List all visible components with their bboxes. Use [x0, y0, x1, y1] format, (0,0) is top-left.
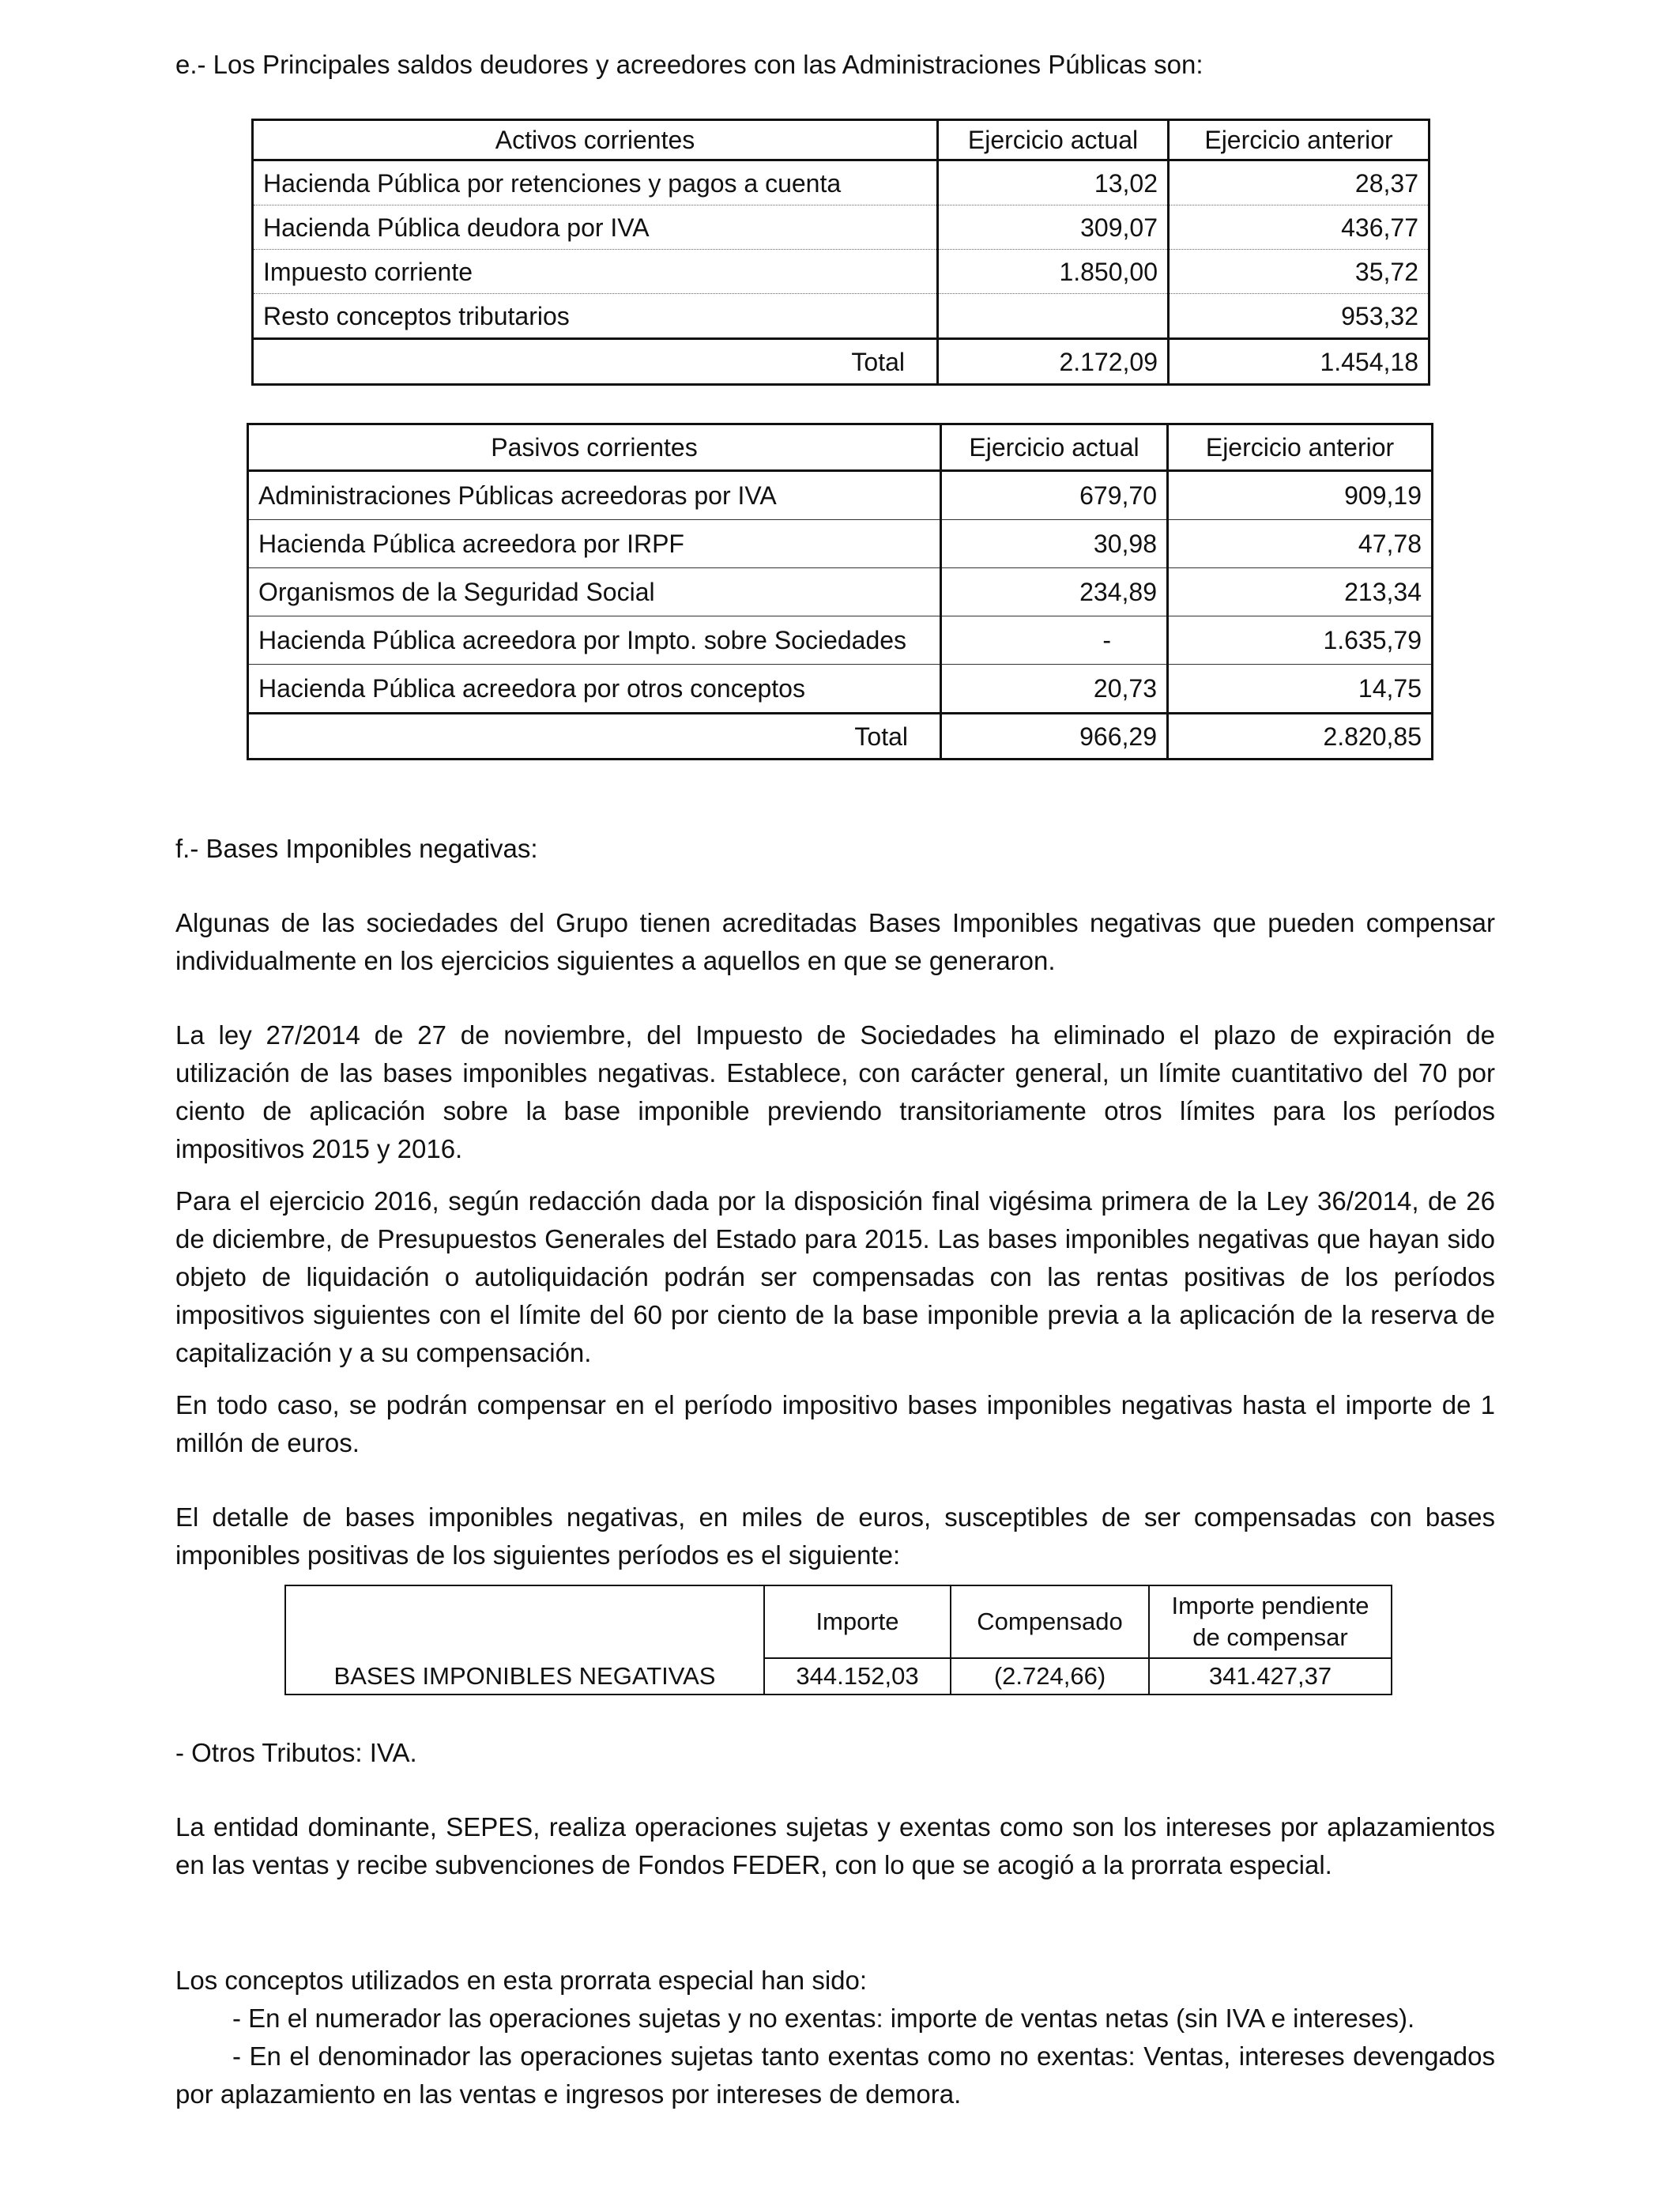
table-row — [248, 471, 1433, 520]
paragraph: Algunas de las sociedades del Grupo tienen acreditadas Bases Imponibles negativas que pueden compensar individualmente en los ejercicios siguientes a aquellos en que se generaron. — [175, 908, 1495, 975]
row-actual: 679,70 — [941, 471, 1168, 520]
table-header-row — [253, 120, 1430, 160]
pendiente-value: 341.427,37 — [1149, 1658, 1392, 1695]
header-compensado: Compensado — [951, 1585, 1149, 1658]
header-ejercicio-actual: Ejercicio actual — [938, 120, 1169, 160]
paragraph: La entidad dominante, SEPES, realiza operaciones sujetas y exentas como son los intereses por aplazamientos en las ventas y recibe subvenciones de Fondos FEDER, con lo que se acogió a la prorrata especial. — [175, 1812, 1495, 1879]
row-actual: 234,89 — [941, 568, 1168, 616]
header-pendiente-line2: de compensar — [1192, 1623, 1348, 1651]
table-row — [253, 160, 1430, 205]
row-label: BASES IMPONIBLES NEGATIVAS — [285, 1658, 764, 1695]
row-anterior: 953,32 — [1169, 294, 1430, 339]
total-actual: 966,29 — [941, 714, 1168, 760]
row-actual: 30,98 — [941, 520, 1168, 568]
total-label: Total — [253, 339, 938, 385]
total-label: Total — [248, 714, 941, 760]
row-anterior: 436,77 — [1169, 205, 1430, 250]
paragraph: El detalle de bases imponibles negativas, en miles de euros, susceptibles de ser compensadas con bases imponibles positivas de los siguientes períodos es el siguiente: — [175, 1502, 1495, 1570]
table-row — [248, 520, 1433, 568]
header-pasivos: Pasivos corrientes — [248, 424, 941, 471]
row-label: Hacienda Pública deudora por IVA — [253, 205, 938, 250]
row-label: Administraciones Públicas acreedoras por IVA — [248, 471, 941, 520]
pasivos-corrientes-table — [247, 423, 1433, 760]
table-row — [285, 1658, 1392, 1695]
row-anterior: 213,34 — [1168, 568, 1433, 616]
row-actual — [938, 294, 1169, 339]
row-anterior: 14,75 — [1168, 665, 1433, 714]
section-e-heading: e.- Los Principales saldos deudores y acreedores con las Administraciones Públicas son: — [175, 50, 1203, 79]
table-header-row — [248, 424, 1433, 471]
row-label: Hacienda Pública por retenciones y pagos a cuenta — [253, 160, 938, 205]
row-label: Resto conceptos tributarios — [253, 294, 938, 339]
row-label: Hacienda Pública acreedora por otros conceptos — [248, 665, 941, 714]
table-row — [248, 568, 1433, 616]
row-label: Organismos de la Seguridad Social — [248, 568, 941, 616]
row-anterior: 1.635,79 — [1168, 616, 1433, 665]
compensado-value: (2.724,66) — [951, 1658, 1149, 1695]
row-anterior: 35,72 — [1169, 250, 1430, 294]
header-blank — [285, 1585, 764, 1658]
total-actual: 2.172,09 — [938, 339, 1169, 385]
otros-tributos-heading: - Otros Tributos: IVA. — [175, 1738, 417, 1767]
row-label: Impuesto corriente — [253, 250, 938, 294]
activos-corrientes-table — [251, 119, 1430, 386]
row-actual: 309,07 — [938, 205, 1169, 250]
paragraph: Los conceptos utilizados en esta prorrata especial han sido: — [175, 1966, 868, 1995]
table-row — [248, 665, 1433, 714]
row-actual: 13,02 — [938, 160, 1169, 205]
row-actual: 1.850,00 — [938, 250, 1169, 294]
row-anterior: 909,19 — [1168, 471, 1433, 520]
table-row — [253, 294, 1430, 339]
total-row — [248, 714, 1433, 760]
total-anterior: 2.820,85 — [1168, 714, 1433, 760]
bullet-item: - En el denominador las operaciones sujetas tanto exentas como no exentas: Ventas, intereses devengados por aplazamiento en las ventas e ingresos por intereses de demora. — [175, 2041, 1495, 2109]
header-pendiente-line1: Importe pendiente — [1171, 1592, 1369, 1619]
header-ejercicio-anterior: Ejercicio anterior — [1168, 424, 1433, 471]
header-activos: Activos corrientes — [253, 120, 938, 160]
header-importe: Importe — [764, 1585, 951, 1658]
table-row — [253, 205, 1430, 250]
header-importe-pendiente — [1149, 1585, 1392, 1658]
header-ejercicio-actual: Ejercicio actual — [941, 424, 1168, 471]
bullet-item: - En el numerador las operaciones sujetas y no exentas: importe de ventas netas (sin IVA e intereses). — [232, 2004, 1415, 2033]
bases-imponibles-table — [284, 1585, 1392, 1695]
total-row — [253, 339, 1430, 385]
paragraph: Para el ejercicio 2016, según redacción dada por la disposición final vigésima primera de la Ley 36/2014, de 26 de diciembre, de Presupuestos Generales del Estado para 2015. Las bases imponibles negativas que hayan sido objeto de liquidación o autoliquidación podrán ser compensadas con las rentas positivas de los períodos impositivos siguientes con el límite del 60 por ciento de la base imponible previa a la aplicación de la reserva de capitalización y a su compensación. — [175, 1186, 1495, 1367]
table-header-row — [285, 1585, 1392, 1658]
row-actual: 20,73 — [941, 665, 1168, 714]
row-label: Hacienda Pública acreedora por IRPF — [248, 520, 941, 568]
header-ejercicio-anterior: Ejercicio anterior — [1169, 120, 1430, 160]
section-f-heading: f.- Bases Imponibles negativas: — [175, 834, 538, 863]
row-actual: - — [941, 616, 1168, 665]
row-label: Hacienda Pública acreedora por Impto. sobre Sociedades — [248, 616, 941, 665]
total-anterior: 1.454,18 — [1169, 339, 1430, 385]
paragraph: La ley 27/2014 de 27 de noviembre, del Impuesto de Sociedades ha eliminado el plazo de expiración de utilización de las bases imponibles negativas. Establece, con carácter general, un límite cuantitativo del 70 por ciento de aplicación sobre la base imponible previendo transitoriamente otros límites para los períodos impositivos 2015 y 2016. — [175, 1020, 1495, 1163]
row-anterior: 28,37 — [1169, 160, 1430, 205]
table-row — [253, 250, 1430, 294]
importe-value: 344.152,03 — [764, 1658, 951, 1695]
row-anterior: 47,78 — [1168, 520, 1433, 568]
paragraph: En todo caso, se podrán compensar en el período impositivo bases imponibles negativas hasta el importe de 1 millón de euros. — [175, 1390, 1495, 1457]
table-row — [248, 616, 1433, 665]
